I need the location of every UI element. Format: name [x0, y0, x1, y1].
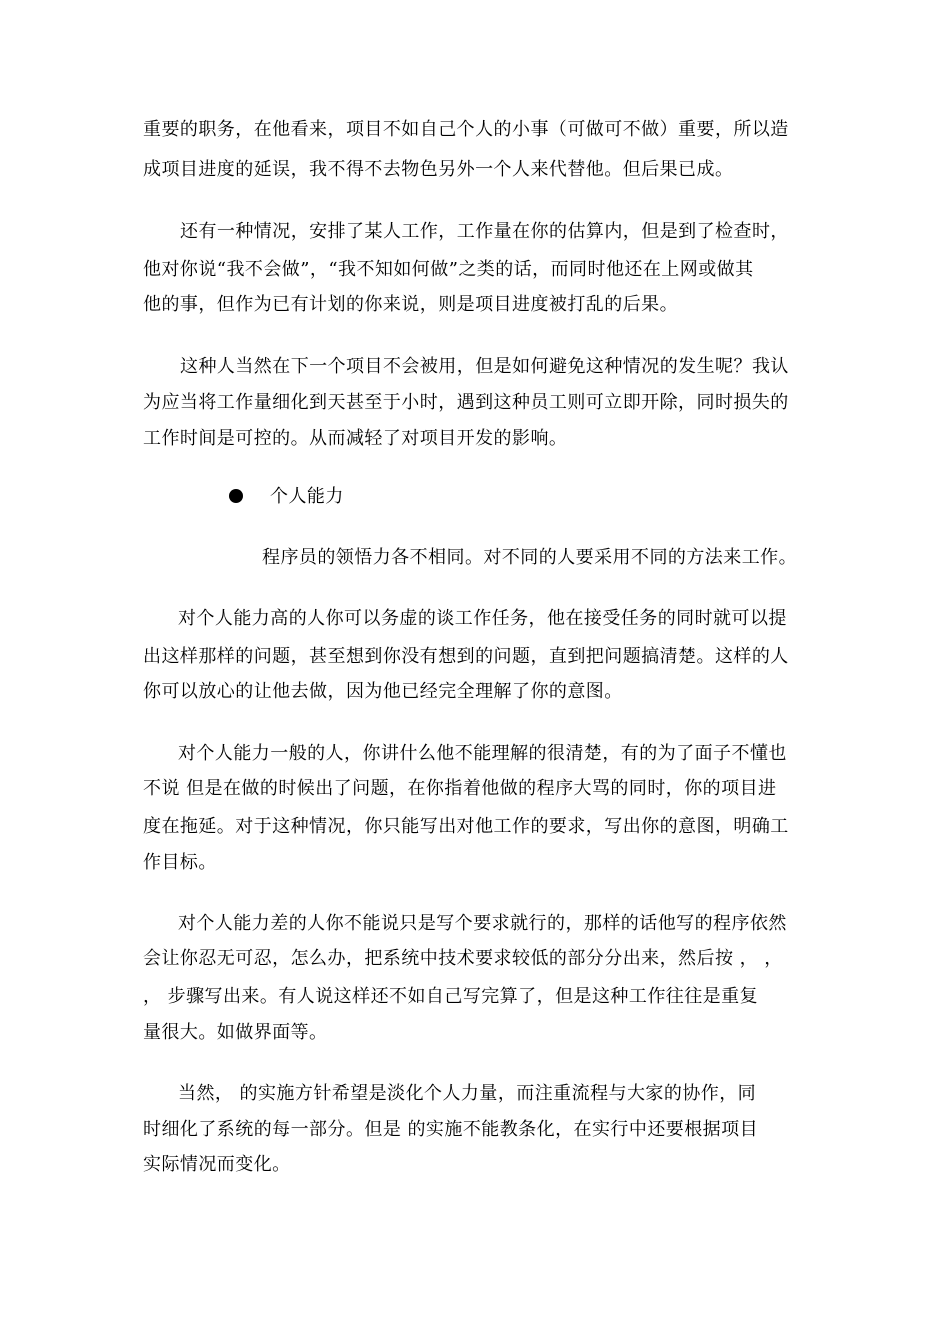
paragraph-line: 度在拖延。对于这种情况，你只能写出对他工作的要求，写出你的意图，明确工: [143, 816, 789, 837]
paragraph-line: 重要的职务，在他看来，项目不如自己个人的小事（可做可不做）重要，所以造: [143, 119, 789, 140]
paragraph-line: 出这样那样的问题，甚至想到你没有想到的问题，直到把问题搞清楚。这样的人: [143, 646, 789, 667]
paragraph-line: 对个人能力差的人你不能说只是写个要求就行的，那样的话他写的程序依然: [178, 913, 787, 934]
paragraph-line: 为应当将工作量细化到天甚至于小时，遇到这种员工则可立即开除，同时损失的: [143, 392, 789, 413]
paragraph-line: ， 步骤写出来。有人说这样还不如自己写完算了，但是这种工作往往是重复: [143, 986, 759, 1007]
paragraph-line: 成项目进度的延误，我不得不去物色另外一个人来代替他。但后果已成。: [143, 159, 734, 180]
paragraph-line: 工作时间是可控的。从而减轻了对项目开发的影响。: [143, 428, 568, 449]
paragraph-line: 当然， 的实施方针希望是淡化个人力量，而注重流程与大家的协作，同: [178, 1083, 757, 1104]
paragraph-line: 他对你说“我不会做”，“我不知如何做”之类的话，而同时他还在上网或做其: [143, 259, 754, 280]
paragraph-line: 实际情况而变化。: [143, 1154, 291, 1175]
paragraph-line: 量很大。如做界面等。: [143, 1022, 328, 1043]
paragraph-line: 对个人能力高的人你可以务虚的谈工作任务，他在接受任务的同时就可以提: [178, 608, 787, 629]
paragraph-line: 还有一种情况，安排了某人工作，工作量在你的估算内，但是到了检查时，: [180, 221, 789, 242]
paragraph-line: 这种人当然在下一个项目不会被用，但是如何避免这种情况的发生呢？我认: [180, 356, 789, 377]
paragraph-line: 会让你忍无可忍，怎么办，把系统中技术要求较低的部分分出来，然后按 ， ，: [143, 948, 783, 969]
paragraph-line: 程序员的领悟力各不相同。对不同的人要采用不同的方法来工作。: [262, 547, 798, 568]
bullet-heading: 个人能力: [270, 486, 344, 507]
paragraph-line: 不说 但是在做的时候出了问题，在你指着他做的程序大骂的同时，你的项目进: [143, 778, 777, 799]
paragraph-line: 他的事，但作为已有计划的你来说，则是项目进度被打乱的后果。: [143, 294, 679, 315]
paragraph-line: 作目标。: [143, 852, 217, 873]
paragraph-line: 时细化了系统的每一部分。但是 的实施不能教条化，在实行中还要根据项目: [143, 1119, 759, 1140]
paragraph-line: 对个人能力一般的人，你讲什么他不能理解的很清楚，有的为了面子不懂也: [178, 743, 787, 764]
bullet-dot-icon: [229, 489, 243, 503]
paragraph-line: 你可以放心的让他去做，因为他已经完全理解了你的意图。: [143, 681, 623, 702]
